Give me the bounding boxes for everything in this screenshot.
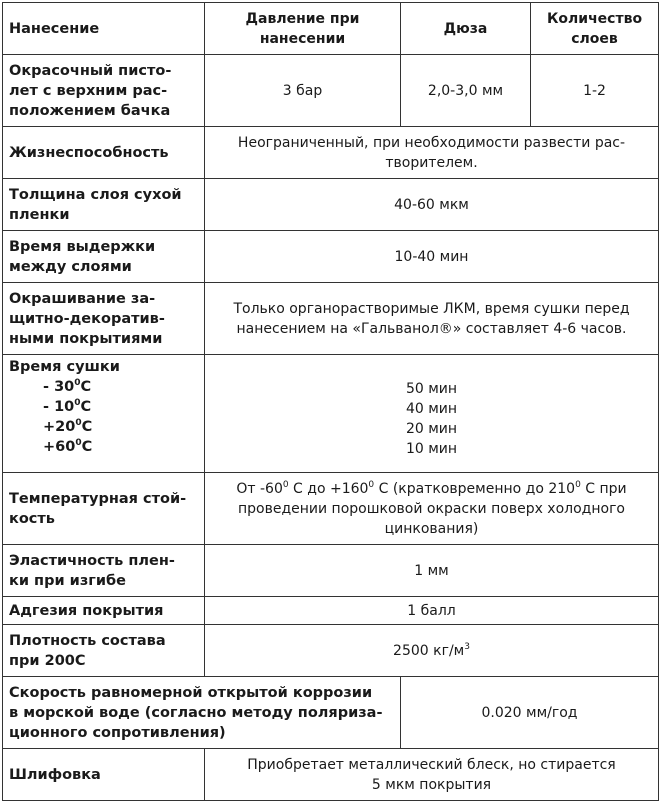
potlife-row [3,127,659,179]
specs-table [2,2,659,801]
adhesion-label: Адгезия покрытия [3,597,205,625]
density-value: 2500 $кг/м^3$ [205,625,659,677]
drying-temp-3: $+20^0С$ [43,418,93,435]
potlife-label: Жизнеспособность [3,127,205,179]
spray-nozzle: 2,0-3,0 мм [401,55,531,127]
drying-temp-1: - $30^0С$ [43,378,92,395]
drying-value-1: 50 мин [405,381,458,397]
header-nozzle: Дюза [401,3,531,55]
adhesion-row [3,597,659,625]
header-pressure: Давление при нанесении [205,3,401,55]
topcoat-value: Только органорастворимые ЛКМ, время сушки перед нанесением на «Гальванол®» составляет 4-6 часов. [205,283,659,355]
temperature-row [3,473,659,545]
topcoat-label: Окрашивание за- щитно-декоратив- ными покрытиями [3,283,205,355]
header-row [3,3,659,55]
elasticity-row [3,545,659,597]
thickness-label: Толщина слоя сухой пленки [3,179,205,231]
spray-pressure: 3 бар [205,55,401,127]
drying-temp-4: $+60^0С$ [43,438,93,455]
corrosion-row [3,677,659,749]
interlayer-label: Время выдержки между слоями [3,231,205,283]
topcoat-row [3,283,659,355]
potlife-value: Неограниченный, при необходимости развести рас- творителем. [205,127,659,179]
drying-row [3,355,659,473]
grinding-row [3,749,659,801]
interlayer-value: 10-40 мин [205,231,659,283]
spray-label: Окрасочный писто- лет с верхним рас- положением бачка [3,55,205,127]
density-label: Плотность состава при 200С [3,625,205,677]
drying-temp-2: - $10^0С$ [43,398,92,415]
adhesion-value: 1 балл [205,597,659,625]
header-layers: Количество слоев [531,3,659,55]
drying-value-4: 10 мин [405,441,458,457]
drying-values [205,355,659,473]
grinding-label: Шлифовка [3,749,205,801]
drying-label: Время сушки - $30^0С$ - $10^0С$ $+20^0С$ $+60^0С$ [3,355,205,473]
temperature-label: Температурная стой- кость [3,473,205,545]
corrosion-value: 0.020 мм/год [401,677,659,749]
drying-value-2: 40 мин [405,401,458,417]
spray-layers: 1-2 [531,55,659,127]
thickness-value: 40-60 мкм [205,179,659,231]
corrosion-label: Скорость равномерной открытой коррозии в морской воде (согласно методу поляриза- ционного сопротивления) [3,677,401,749]
interlayer-row [3,231,659,283]
spray-row [3,55,659,127]
elasticity-label: Эластичность плен- ки при изгибе [3,545,205,597]
drying-value-3: 20 мин [405,421,458,437]
thickness-row [3,179,659,231]
temperature-value: От $-60^0$ С до $+160^0$ С (кратковременно до $210^0$ С при проведении порошковой окраски поверх холодного цинкования) [205,473,659,545]
elasticity-value: 1 мм [205,545,659,597]
density-row [3,625,659,677]
grinding-value: Приобретает металлический блеск, но стирается 5 мкм покрытия [205,749,659,801]
header-application: Нанесение [3,3,205,55]
